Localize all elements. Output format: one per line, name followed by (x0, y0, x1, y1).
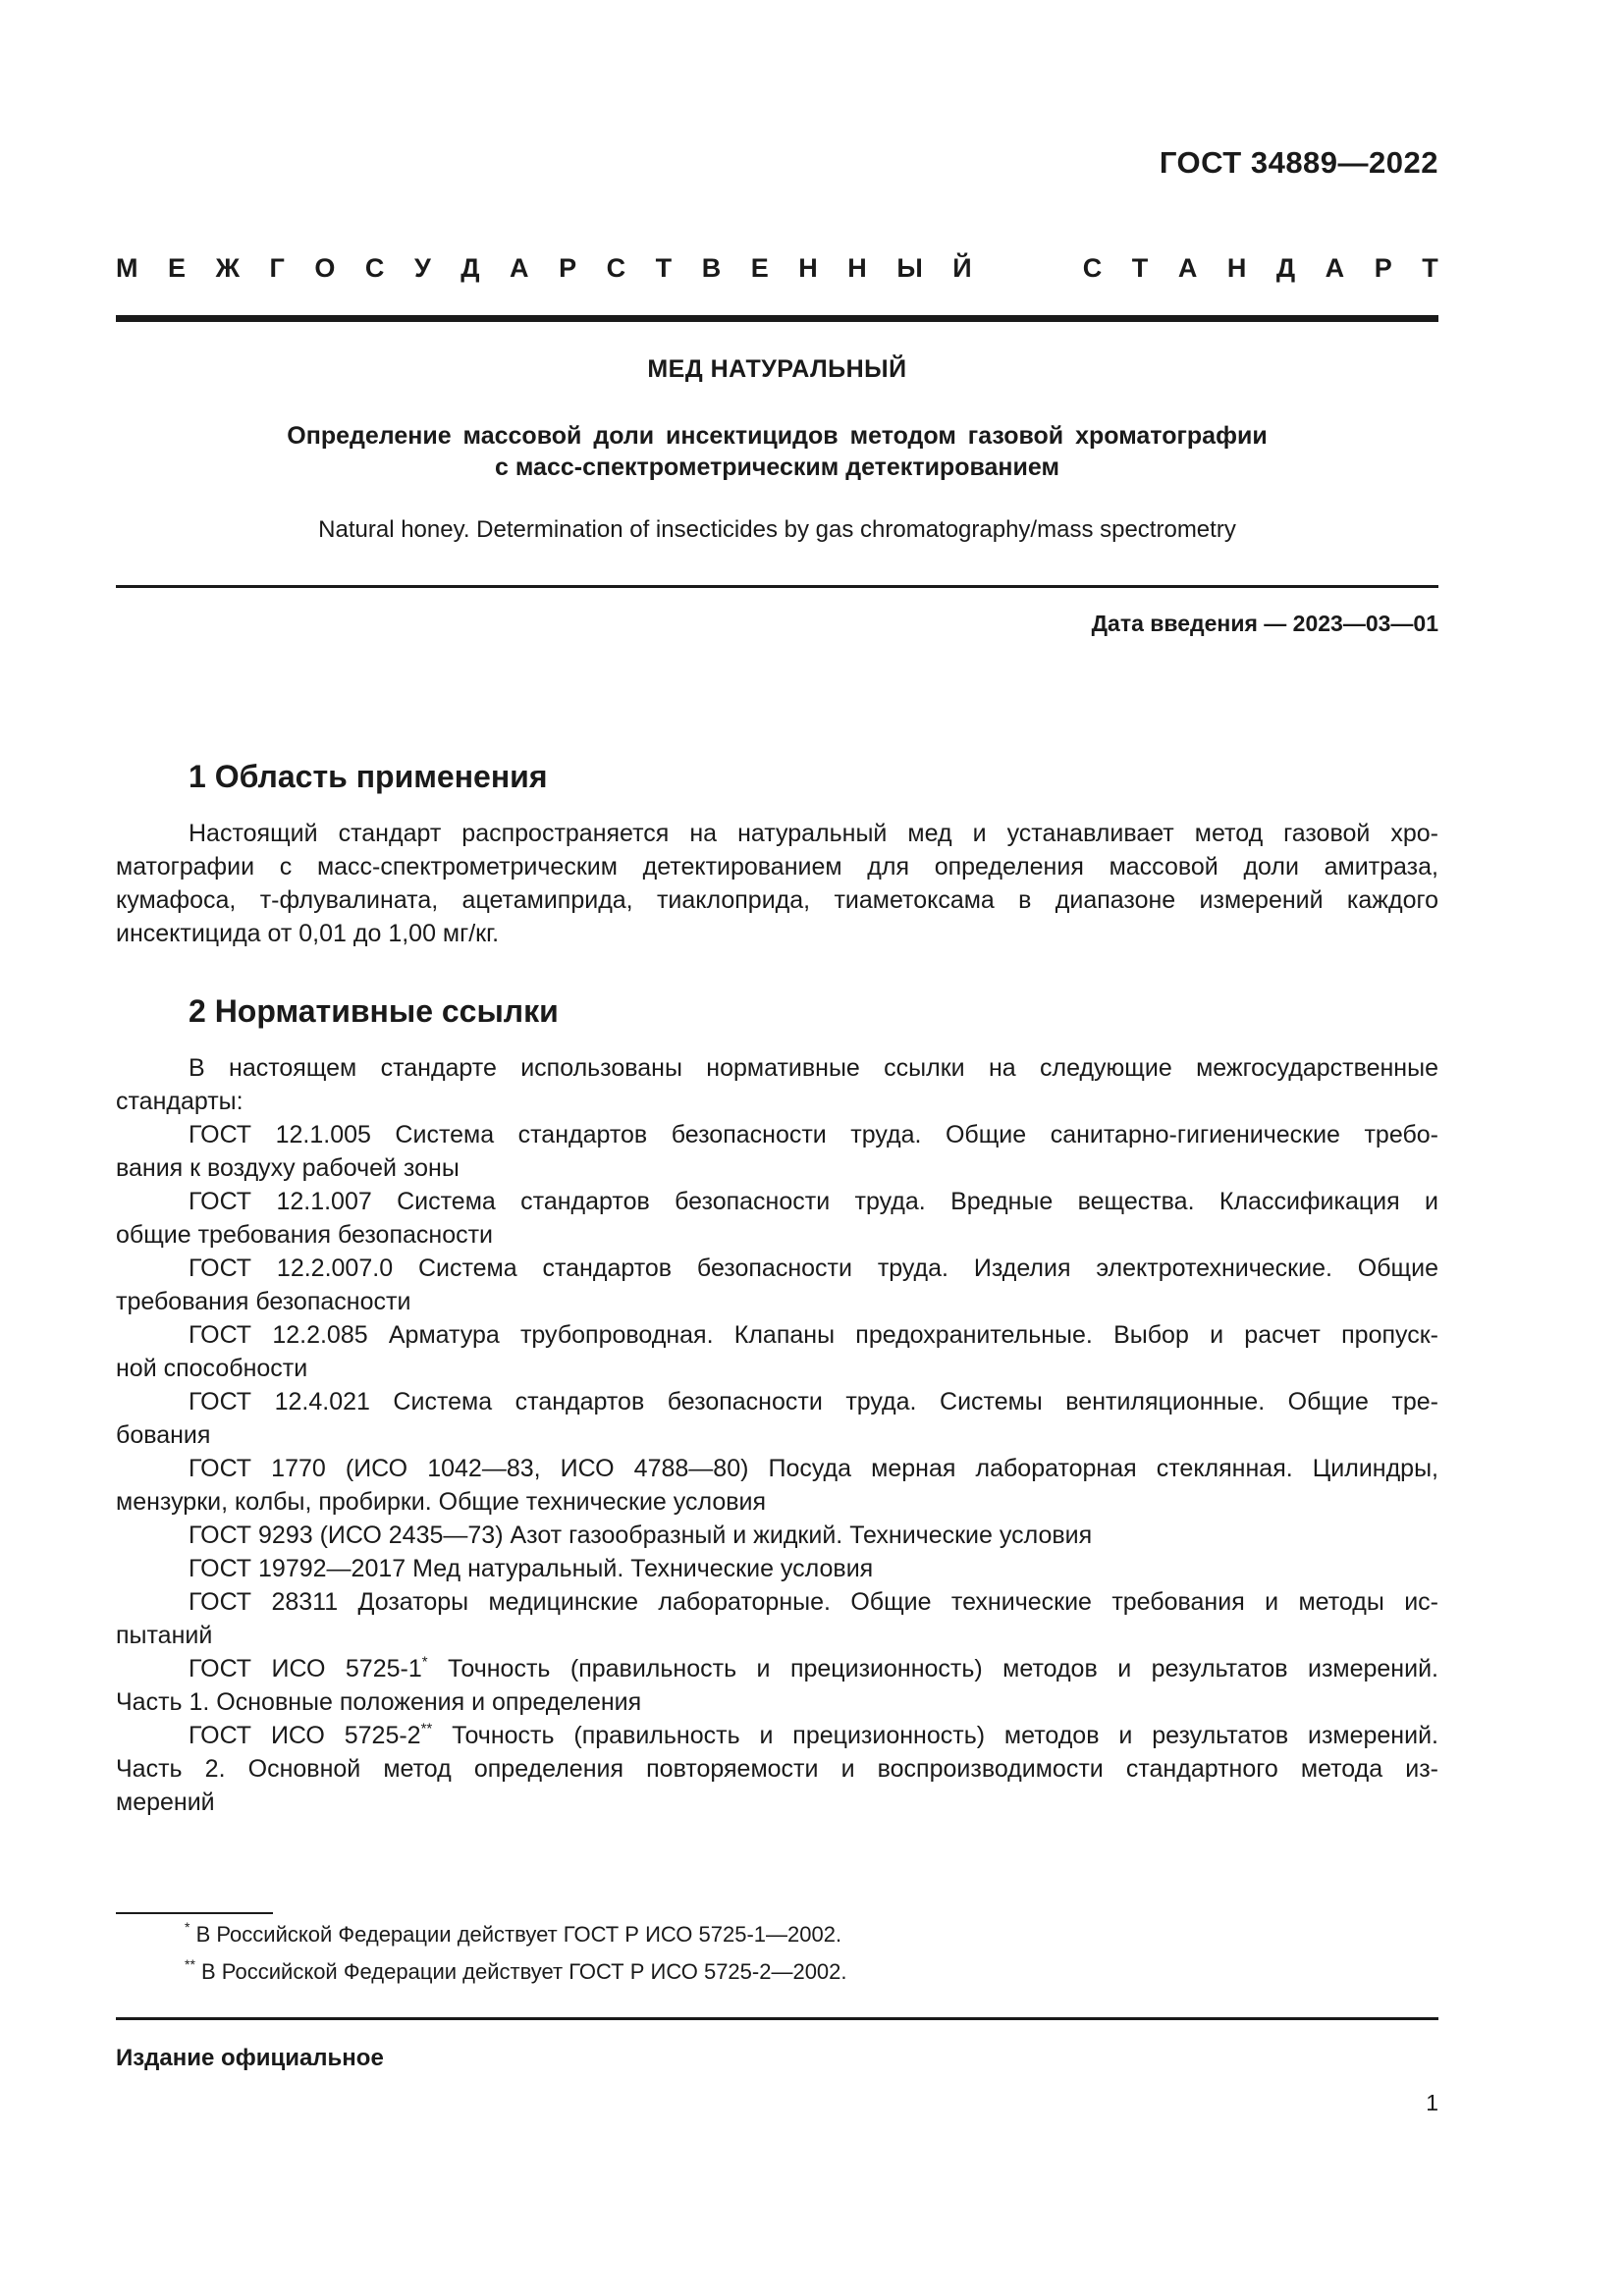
standard-type-letter: Ж (215, 253, 240, 283)
text-line: В настоящем стандарте использованы нормативные ссылки на следующие межгосударственные (189, 1054, 1438, 1082)
footnote-marker: * (421, 1653, 428, 1671)
header-divider (116, 315, 1438, 322)
reference-line: бования (116, 1421, 211, 1449)
reference-code: ГОСТ ИСО 5725-2 (189, 1722, 421, 1749)
reference-code: ГОСТ ИСО 5725-1 (189, 1655, 422, 1682)
reference-line (116, 1719, 1438, 1752)
reference-title: Точность (правильность и прецизионность) методов и результатов измерений. (432, 1722, 1438, 1749)
standard-type-letter: Р (1374, 253, 1392, 283)
reference-line: ГОСТ 1770 (ИСО 1042—83, ИСО 4788—80) Посуда мерная лабораторная стеклянная. Цилиндры, (189, 1455, 1438, 1482)
footnotes (185, 1916, 847, 1991)
footnote (185, 1953, 847, 1991)
footnote-text: В Российской Федерации действует ГОСТ Р ИСО 5725-2—2002. (194, 1959, 847, 1984)
reference-line (116, 1652, 1438, 1685)
subtitle-line: с масс-спектрометрическим детектированием (495, 454, 1059, 481)
footnote (185, 1916, 847, 1953)
text-line: Настоящий стандарт распространяется на натуральный мед и устанавливает метод газовой хро- (189, 820, 1438, 847)
standard-type-heading (116, 251, 1438, 285)
standard-type-letter: О (314, 253, 336, 283)
standard-type-letter: Т (1422, 253, 1438, 283)
section-2-heading: 2 Нормативные ссылки (189, 993, 559, 1029)
footnote-text: В Российской Федерации действует ГОСТ Р ИСО 5725-1—2002. (189, 1922, 842, 1947)
reference-line: ГОСТ 12.2.085 Арматура трубопроводная. Клапаны предохранительные. Выбор и расчет пропуск- (189, 1321, 1438, 1349)
reference-line: общие требования безопасности (116, 1221, 494, 1249)
text-line: матографии с масс-спектрометрическим детектированием для определения массовой доли амитраза, (116, 853, 1438, 881)
standard-type-letter: С (1082, 253, 1103, 283)
reference-line: Часть 2. Основной метод определения повторяемости и воспроизводимости стандартного метода из- (116, 1755, 1438, 1783)
gost-number: ГОСТ 34889—2022 (1159, 145, 1438, 180)
standard-type-letter: У (413, 253, 431, 283)
document-page (116, 0, 1438, 2296)
standard-type-letter: Н (847, 253, 867, 283)
reference-line: ной способности (116, 1355, 308, 1382)
reference-title: Точность (правильность и прецизионность) методов и результатов измерений. (427, 1655, 1438, 1682)
footnote-marker: * (185, 1919, 190, 1936)
standard-type-letter: Е (750, 253, 769, 283)
standard-type-letter: С (606, 253, 626, 283)
page-number: 1 (1426, 2090, 1438, 2115)
reference-line: ГОСТ 12.2.007.0 Система стандартов безопасности труда. Изделия электротехнические. Общие (189, 1255, 1438, 1282)
standard-type-letter: Т (655, 253, 673, 283)
title-divider (116, 585, 1438, 588)
subtitle-line: Определение массовой доли инсектицидов методом газовой хроматографии (287, 422, 1268, 450)
reference-line: ГОСТ 12.1.005 Система стандартов безопасности труда. Общие санитарно-гигиенические требо- (189, 1121, 1438, 1148)
standard-type-letter: В (701, 253, 722, 283)
edition-label: Издание официальное (116, 2045, 384, 2071)
standard-type-letter: Е (168, 253, 187, 283)
standard-type-letter: Т (1131, 253, 1149, 283)
reference-line: ГОСТ 12.4.021 Система стандартов безопасности труда. Системы вентиляционные. Общие тре- (189, 1388, 1438, 1415)
document-title: МЕД НАТУРАЛЬНЫЙ (647, 355, 907, 383)
reference-line: ГОСТ 28311 Дозаторы медицинские лабораторные. Общие технические требования и методы ис- (189, 1588, 1438, 1616)
section-1-text (116, 817, 1438, 950)
standard-type-letter: Й (952, 253, 972, 283)
reference-line: ГОСТ 19792—2017 Мед натуральный. Технические условия (189, 1555, 874, 1582)
reference-line: требования безопасности (116, 1288, 411, 1315)
footnote-marker: ** (185, 1956, 195, 1973)
reference-line: вания к воздуху рабочей зоны (116, 1154, 460, 1182)
text-line: инсектицида от 0,01 до 1,00 мг/кг. (116, 920, 500, 947)
standard-type-letter: Д (460, 253, 480, 283)
footnote-marker: ** (420, 1720, 433, 1737)
document-subtitle (116, 420, 1438, 483)
standard-type-letter: Ы (896, 253, 923, 283)
reference-line: пытаний (116, 1622, 213, 1649)
reference-line: мерений (116, 1789, 215, 1816)
standard-type-letter: Д (1275, 253, 1296, 283)
standard-type-letter: Р (559, 253, 577, 283)
footnote-divider (116, 1912, 273, 1914)
reference-line: ГОСТ 12.1.007 Система стандартов безопасности труда. Вредные вещества. Классификация и (189, 1188, 1438, 1215)
standard-type-letter: Н (798, 253, 818, 283)
standard-type-letter: А (1325, 253, 1345, 283)
reference-line: мензурки, колбы, пробирки. Общие технические условия (116, 1488, 767, 1516)
text-line: стандарты: (116, 1088, 244, 1115)
english-title: Natural honey. Determination of insecticides by gas chromatography/mass spectrometry (318, 516, 1236, 543)
section-1-heading: 1 Область применения (189, 759, 548, 794)
standard-type-letter: Г (269, 253, 285, 283)
reference-line: ГОСТ 9293 (ИСО 2435—73) Азот газообразный и жидкий. Технические условия (189, 1522, 1093, 1549)
standard-type-gap (1001, 251, 1053, 285)
standard-type-letter: Н (1226, 253, 1247, 283)
standard-type-letter: М (116, 253, 138, 283)
standard-type-letter: А (1177, 253, 1198, 283)
standard-type-letter: А (510, 253, 529, 283)
standard-type-letter: С (364, 253, 385, 283)
section-2-text (116, 1051, 1438, 1819)
reference-line: Часть 1. Основные положения и определения (116, 1688, 642, 1716)
date-of-introduction: Дата введения — 2023—03—01 (1091, 611, 1438, 636)
text-line: кумафоса, т-флувалината, ацетамиприда, тиаклоприда, тиаметоксама в диапазоне измерений каждого (116, 886, 1438, 914)
footer-divider (116, 2017, 1438, 2020)
